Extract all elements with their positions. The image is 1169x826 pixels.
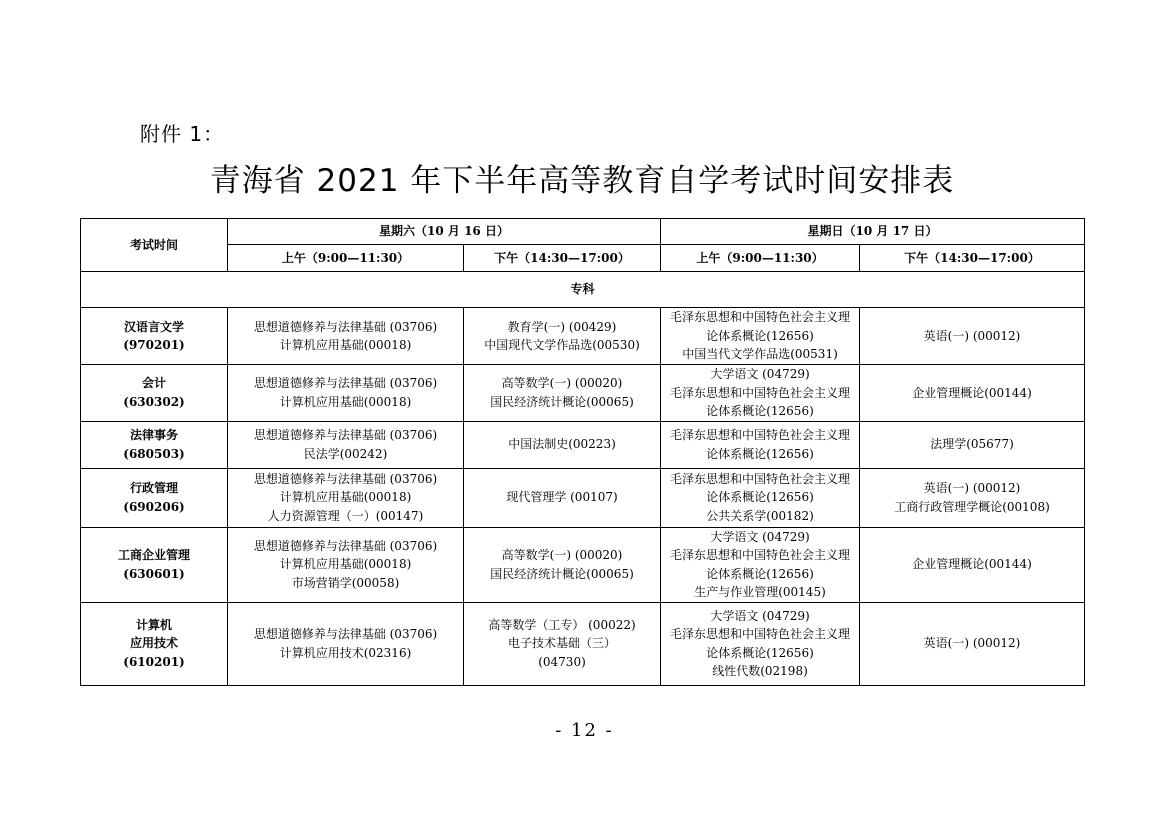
- course-entry: 高等数学(一) (00020): [501, 376, 623, 391]
- major-label: 应用技术: [129, 636, 178, 651]
- course-entry: 高等数学（工专） (00022): [488, 617, 636, 632]
- course-entry: 法理学(05677): [930, 437, 1014, 452]
- course-entry: 现代管理学 (00107): [506, 490, 618, 505]
- course-entry: 中国法制史(00223): [508, 437, 616, 452]
- exam-cell: [860, 602, 1085, 685]
- course-entry: 民法学(00242): [303, 446, 388, 461]
- course-entry: (04730): [538, 654, 586, 669]
- course-entry: 线性代数(02198): [712, 664, 808, 678]
- major-cell: [81, 527, 228, 602]
- table-row: [81, 468, 1085, 527]
- course-entry: 毛泽东思想和中国特色社会主义理: [669, 471, 850, 486]
- page-number: - 12 -: [555, 720, 614, 741]
- course-entry: 英语(一) (00012): [923, 481, 1021, 495]
- course-entry: 论体系概论(12656): [706, 446, 814, 461]
- course-entry: 大学语文 (04729): [710, 529, 810, 544]
- table-row: [81, 365, 1085, 422]
- exam-cell: [228, 602, 464, 685]
- course-entry: 英语(一) (00012): [923, 636, 1021, 651]
- major-cell: [81, 308, 228, 365]
- exam-cell: [464, 602, 661, 685]
- course-entry: 生产与作业管理(00145): [694, 585, 826, 599]
- course-entry: 中国现代文学作品选(00530): [484, 338, 640, 352]
- major-label: 汉语言文学: [123, 319, 184, 334]
- course-entry: 思想道德修养与法律基础 (03706): [253, 376, 438, 391]
- day-header-sunday: 星期日（10 月 17 日）: [661, 219, 1085, 245]
- exam-cell: [464, 527, 661, 602]
- major-label: 行政管理: [129, 481, 178, 495]
- exam-cell: [860, 527, 1085, 602]
- course-entry: 论体系概论(12656): [706, 490, 814, 505]
- session-header: 下午（14:30—17:00）: [464, 245, 661, 272]
- course-entry: 市场营销学(00058): [291, 575, 400, 590]
- exam-cell: [228, 468, 464, 527]
- exam-cell: [661, 308, 860, 365]
- corner-header: 考试时间: [81, 219, 228, 272]
- exam-cell: [228, 421, 464, 468]
- exam-cell: [661, 602, 860, 685]
- course-entry: 思想道德修养与法律基础 (03706): [253, 428, 438, 442]
- course-entry: 教育学(一) (00429): [507, 319, 617, 334]
- major-cell: [81, 468, 228, 527]
- course-entry: 思想道德修养与法律基础 (03706): [253, 627, 438, 641]
- course-entry: 论体系概论(12656): [706, 645, 814, 660]
- course-entry: 思想道德修养与法律基础 (03706): [253, 319, 438, 334]
- course-entry: 毛泽东思想和中国特色社会主义理: [669, 428, 850, 442]
- session-header: 下午（14:30—17:00）: [860, 245, 1085, 272]
- day-header-saturday: 星期六（10 月 16 日）: [228, 219, 661, 245]
- exam-cell: [464, 308, 661, 365]
- exam-cell: [228, 308, 464, 365]
- major-label: 工商企业管理: [117, 548, 190, 562]
- major-label: (680503): [123, 446, 185, 461]
- course-entry: 国民经济统计概论(00065): [490, 566, 634, 581]
- course-entry: 企业管理概论(00144): [912, 557, 1032, 572]
- table-row: [81, 421, 1085, 468]
- header-row-sessions: [81, 245, 1085, 272]
- course-entry: 论体系概论(12656): [706, 328, 814, 343]
- table-row: [81, 308, 1085, 365]
- course-entry: 企业管理概论(00144): [912, 385, 1032, 400]
- exam-cell: [464, 421, 661, 468]
- major-label: (630601): [123, 566, 185, 581]
- major-label: (630302): [123, 394, 185, 409]
- table-row: [81, 602, 1085, 685]
- course-entry: 人力资源管理（一）(00147): [267, 508, 424, 523]
- course-entry: 计算机应用技术(02316): [279, 645, 412, 660]
- major-label: 法律事务: [129, 428, 178, 442]
- course-entry: 计算机应用基础(00018): [279, 338, 412, 352]
- course-entry: 电子技术基础（三）: [507, 636, 616, 651]
- major-cell: [81, 421, 228, 468]
- table-row: [81, 527, 1085, 602]
- course-entry: 英语(一) (00012): [923, 328, 1021, 343]
- category-row: [81, 272, 1085, 308]
- major-label: 会计: [141, 376, 166, 391]
- course-entry: 论体系概论(12656): [706, 566, 814, 581]
- course-entry: 公共关系学(00182): [706, 508, 814, 523]
- exam-cell: [860, 365, 1085, 422]
- major-label: (970201): [123, 338, 185, 352]
- attachment-label: 附件 1：: [140, 122, 225, 146]
- exam-schedule-table: [80, 218, 1085, 686]
- exam-cell: [661, 365, 860, 422]
- session-header: 上午（9:00—11:30）: [228, 245, 464, 272]
- session-header: 上午（9:00—11:30）: [661, 245, 860, 272]
- exam-cell: [228, 527, 464, 602]
- course-entry: 国民经济统计概论(00065): [490, 394, 634, 409]
- major-label: 计算机: [135, 617, 172, 632]
- course-entry: 毛泽东思想和中国特色社会主义理: [669, 385, 850, 400]
- course-entry: 论体系概论(12656): [706, 404, 814, 418]
- exam-cell: [860, 308, 1085, 365]
- major-cell: [81, 602, 228, 685]
- major-label: (610201): [123, 654, 185, 669]
- exam-cell: [860, 421, 1085, 468]
- course-entry: 计算机应用基础(00018): [279, 394, 412, 409]
- course-entry: 计算机应用基础(00018): [279, 557, 412, 572]
- exam-cell: [661, 468, 860, 527]
- course-entry: 思想道德修养与法律基础 (03706): [253, 538, 438, 553]
- course-entry: 中国当代文学作品选(00531): [682, 347, 838, 362]
- major-label: (690206): [123, 499, 185, 514]
- course-entry: 毛泽东思想和中国特色社会主义理: [669, 627, 850, 641]
- exam-cell: [860, 468, 1085, 527]
- course-entry: 工商行政管理学概论(00108): [894, 499, 1050, 514]
- course-entry: 大学语文 (04729): [710, 608, 810, 623]
- major-cell: [81, 365, 228, 422]
- category-label: 专科: [81, 272, 1085, 308]
- page-title: 青海省 2021 年下半年高等教育自学考试时间安排表: [209, 163, 955, 199]
- course-entry: 思想道德修养与法律基础 (03706): [253, 471, 438, 486]
- exam-cell: [228, 365, 464, 422]
- exam-cell: [661, 527, 860, 602]
- header-row-days: [81, 219, 1085, 245]
- course-entry: 计算机应用基础(00018): [279, 490, 412, 505]
- exam-cell: [661, 421, 860, 468]
- course-entry: 大学语文 (04729): [710, 367, 810, 381]
- exam-cell: [464, 468, 661, 527]
- course-entry: 高等数学(一) (00020): [501, 548, 623, 562]
- exam-cell: [464, 365, 661, 422]
- course-entry: 毛泽东思想和中国特色社会主义理: [669, 310, 850, 325]
- course-entry: 毛泽东思想和中国特色社会主义理: [669, 548, 850, 562]
